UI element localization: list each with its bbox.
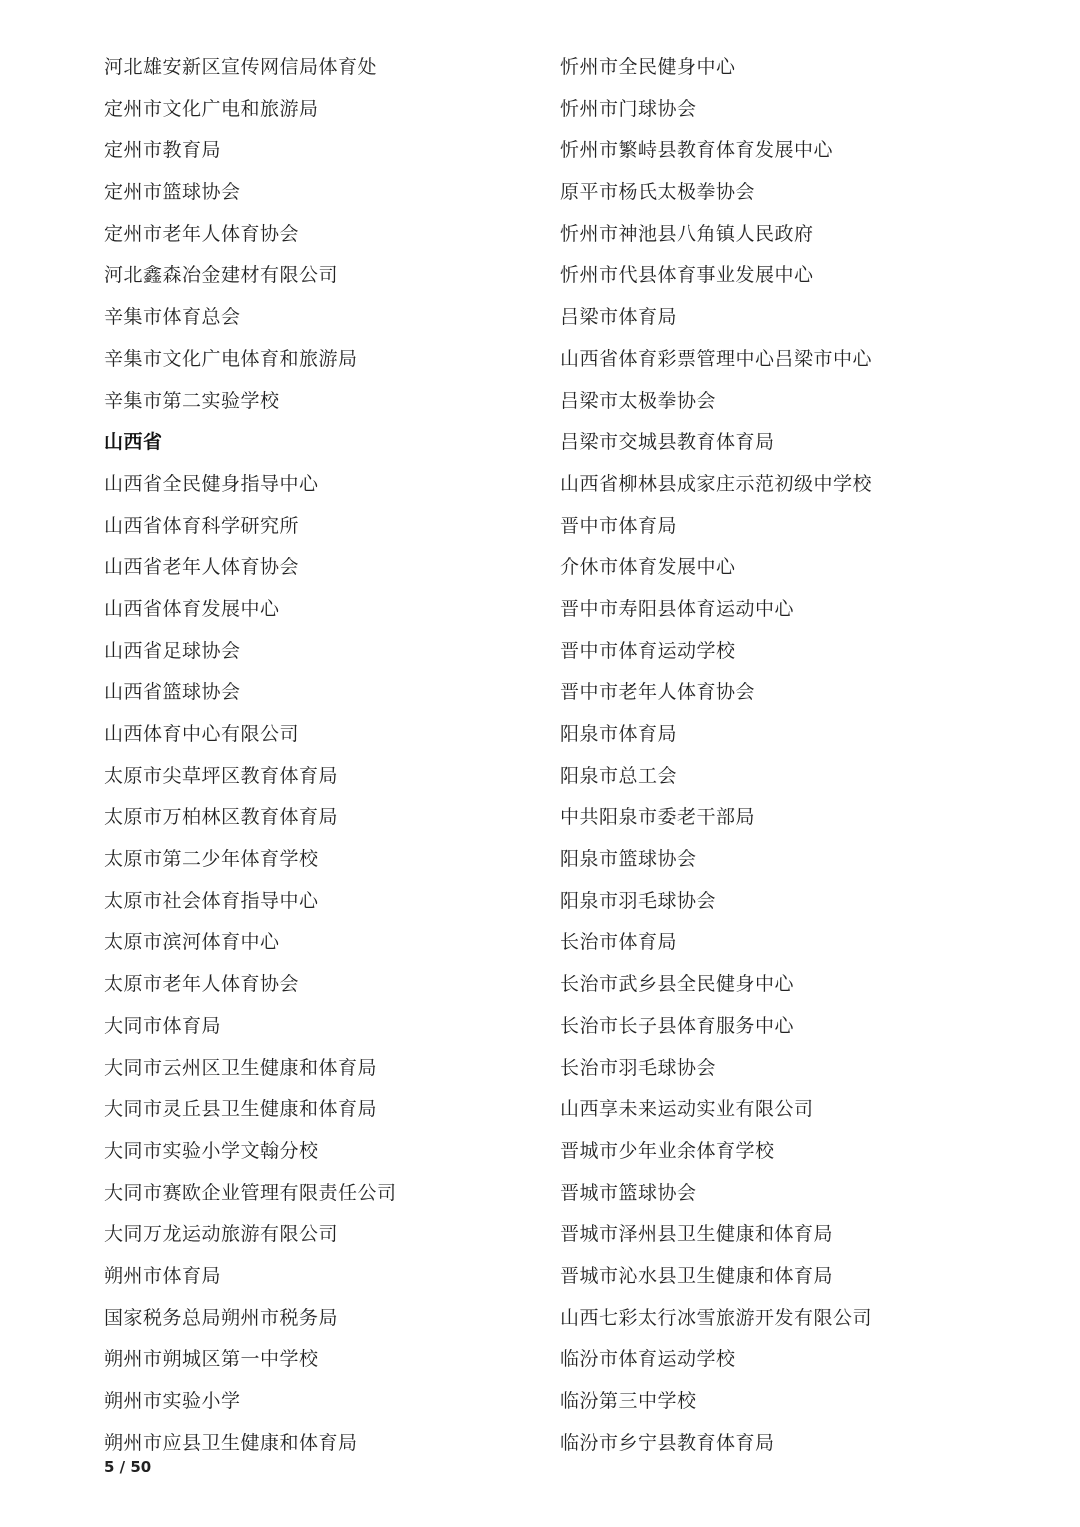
list-item: 中共阳泉市委老干部局 — [560, 806, 756, 829]
list-item: 定州市教育局 — [104, 139, 222, 162]
list-item: 吕梁市太极拳协会 — [560, 389, 717, 412]
list-item: 介休市体育发展中心 — [560, 556, 736, 579]
list-item: 晋中市体育运动学校 — [560, 639, 736, 662]
list-item: 忻州市全民健身中心 — [560, 56, 736, 78]
list-item: 临汾第三中学校 — [560, 1390, 697, 1412]
list-item: 河北雄安新区宣传网信局体育处 — [104, 56, 378, 78]
list-item: 太原市尖草坪区教育体育局 — [104, 764, 339, 787]
list-item: 河北鑫森冶金建材有限公司 — [104, 264, 339, 287]
list-item: 定州市文化广电和旅游局 — [104, 97, 319, 120]
list-item: 原平市杨氏太极拳协会 — [560, 181, 756, 204]
list-item: 大同市实验小学文翰分校 — [104, 1139, 319, 1162]
list-item: 吕梁市体育局 — [560, 306, 678, 329]
list-item: 山西省老年人体育协会 — [104, 556, 300, 579]
list-item: 晋城市沁水县卫生健康和体育局 — [560, 1264, 834, 1287]
list-item: 山西享未来运动实业有限公司 — [560, 1098, 814, 1121]
list-item: 山西省体育发展中心 — [104, 597, 280, 620]
list-item: 国家税务总局朔州市税务局 — [104, 1306, 339, 1329]
list-item: 山西省体育彩票管理中心吕梁市中心 — [560, 347, 873, 370]
list-item: 辛集市第二实验学校 — [104, 389, 280, 412]
list-item: 大同市体育局 — [104, 1014, 222, 1037]
list-item: 长治市羽毛球协会 — [560, 1056, 717, 1079]
section-heading: 山西省 — [104, 431, 163, 454]
left-column-list — [104, 47, 544, 1464]
list-item: 辛集市体育总会 — [104, 306, 241, 329]
list-item: 大同万龙运动旅游有限公司 — [104, 1223, 339, 1246]
list-item: 大同市云州区卫生健康和体育局 — [104, 1056, 378, 1079]
list-item: 山西省全民健身指导中心 — [104, 472, 319, 495]
list-item: 长治市武乡县全民健身中心 — [560, 973, 795, 996]
list-item: 长治市体育局 — [560, 931, 678, 954]
list-item: 山西七彩太行冰雪旅游开发有限公司 — [560, 1306, 873, 1329]
list-item: 晋中市寿阳县体育运动中心 — [560, 597, 795, 620]
list-item: 阳泉市体育局 — [560, 723, 678, 745]
list-item: 忻州市代县体育事业发展中心 — [560, 264, 814, 287]
right-column-list — [560, 47, 1040, 1464]
list-item: 朔州市实验小学 — [104, 1390, 241, 1412]
list-item: 定州市篮球协会 — [104, 181, 241, 204]
list-item: 大同市灵丘县卫生健康和体育局 — [104, 1098, 378, 1121]
list-item: 晋城市篮球协会 — [560, 1181, 697, 1204]
list-item: 山西省足球协会 — [104, 639, 241, 662]
list-item: 晋城市少年业余体育学校 — [560, 1139, 775, 1162]
list-item: 朔州市朔城区第一中学校 — [104, 1348, 319, 1371]
list-item: 朔州市应县卫生健康和体育局 — [104, 1431, 358, 1454]
list-item: 朔州市体育局 — [104, 1264, 222, 1287]
list-item: 定州市老年人体育协会 — [104, 222, 300, 245]
list-item: 晋城市泽州县卫生健康和体育局 — [560, 1223, 834, 1246]
list-item: 山西省体育科学研究所 — [104, 514, 300, 537]
list-item: 忻州市繁峙县教育体育发展中心 — [560, 139, 834, 162]
list-item: 辛集市文化广电体育和旅游局 — [104, 347, 358, 370]
list-item: 临汾市体育运动学校 — [560, 1348, 736, 1371]
list-item: 太原市万柏林区教育体育局 — [104, 806, 339, 829]
list-item: 大同市赛欧企业管理有限责任公司 — [104, 1181, 397, 1204]
list-item: 山西省柳林县成家庄示范初级中学校 — [560, 472, 873, 495]
list-item: 山西省篮球协会 — [104, 681, 241, 704]
list-item: 太原市老年人体育协会 — [104, 973, 300, 996]
list-item: 太原市第二少年体育学校 — [104, 848, 319, 871]
list-item: 太原市社会体育指导中心 — [104, 889, 319, 912]
list-item: 阳泉市总工会 — [560, 764, 678, 787]
list-item: 忻州市门球协会 — [560, 97, 697, 120]
list-item: 阳泉市篮球协会 — [560, 848, 697, 871]
list-item: 山西体育中心有限公司 — [104, 723, 300, 745]
list-item: 晋中市体育局 — [560, 514, 678, 537]
list-item: 晋中市老年人体育协会 — [560, 681, 756, 704]
list-item: 忻州市神池县八角镇人民政府 — [560, 222, 814, 245]
list-item: 长治市长子县体育服务中心 — [560, 1014, 795, 1037]
list-item: 吕梁市交城县教育体育局 — [560, 431, 775, 454]
page-number: 5 / 50 — [104, 1458, 152, 1476]
list-item: 太原市滨河体育中心 — [104, 931, 280, 954]
list-item: 阳泉市羽毛球协会 — [560, 889, 717, 912]
list-item: 临汾市乡宁县教育体育局 — [560, 1431, 775, 1454]
